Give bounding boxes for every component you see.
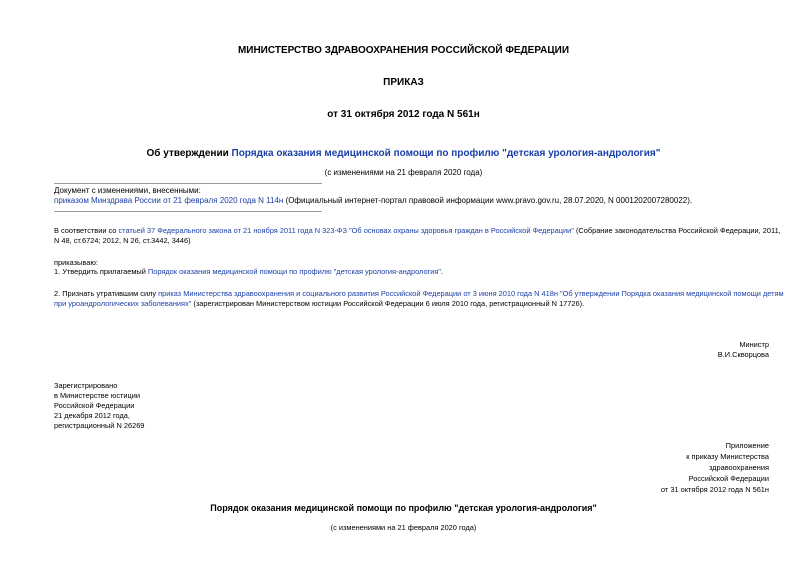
item-2-line-1 [54, 289, 784, 299]
item-1-post: . [441, 267, 444, 276]
title-amendments: (с изменениями на 21 февраля 2020 года) [324, 168, 483, 177]
registration-line: Зарегистрировано [54, 381, 118, 390]
item-1-pre: 1. Утвердить прилагаемый [54, 267, 148, 276]
title-procedure-link[interactable]: Порядка оказания медицинской помощи по профилю "детская урология-андрология" [231, 148, 661, 159]
basis-law-link[interactable]: статьей 37 Федерального закона от 21 ноября 2011 года N 323-ФЗ "Об основах охраны здоровья граждан в Российской Федерации" [118, 226, 574, 235]
changes-top-rule [54, 183, 322, 184]
order-date: от 31 октября 2012 года N 561н [327, 109, 480, 120]
item-2-order-link[interactable]: приказ Министерства здравоохранения и социального развития Российской Федерации от 3 июня 2010 года N 418н "Об утверждении Порядка оказания медицинской помощи детям [158, 289, 784, 298]
registration-line: 21 декабря 2012 года, [54, 411, 130, 420]
basis-line-2: N 48, ст.6724; 2012, N 26, ст.3442, 3446) [54, 236, 191, 245]
registration-line: в Министерстве юстиции [54, 391, 141, 400]
changes-bottom-rule [54, 211, 322, 212]
item-1-procedure-link[interactable]: Порядок оказания медицинской помощи по профилю "детская урология-андрология" [147, 267, 442, 276]
basis-line-1 [54, 226, 781, 236]
ministry-name: МИНИСТЕРСТВО ЗДРАВООХРАНЕНИЯ РОССИЙСКОЙ ФЕДЕРАЦИИ [237, 45, 570, 56]
item-2-order-link-cont[interactable]: при уроандрологических заболеваниях" [54, 299, 192, 308]
procedure-amendments: (с изменениями на 21 февраля 2020 года) [330, 523, 477, 532]
registration-line: Российской Федерации [54, 401, 135, 410]
item-2-line-2 [54, 299, 584, 309]
document-title [0, 148, 807, 159]
procedure-title: Порядок оказания медицинской помощи по профилю "детская урология-андрология" [210, 503, 597, 513]
appendix-line: Российской Федерации [688, 474, 769, 483]
basis-tail: (Собрание законодательства Российской Федерации, 2011, [573, 226, 781, 235]
item-2-post: (зарегистрирован Министерством юстиции Российской Федерации 6 июля 2010 года, регистрационный N 17726). [191, 299, 585, 308]
basis-pre: В соответствии со [54, 226, 119, 235]
title-prefix: Об утверждении [146, 148, 232, 159]
signature-name: В.И.Скворцова [717, 350, 769, 359]
item-1 [54, 267, 443, 277]
appendix-line: здравоохранения [708, 463, 769, 472]
changes-order-link[interactable]: приказом Минздрава России от 21 февраля 2020 года N 114н [54, 196, 284, 205]
changes-line [54, 196, 692, 206]
appendix-line: к приказу Министерства [686, 452, 769, 461]
appendix-line: от 31 октября 2012 года N 561н [660, 485, 769, 494]
signature-position: Министр [739, 340, 769, 349]
item-2-pre: 2. Признать утратившим силу [54, 289, 159, 298]
appendix-line: Приложение [725, 441, 769, 450]
order-heading: ПРИКАЗ [383, 77, 424, 88]
changes-intro: Документ с изменениями, внесенными: [54, 186, 201, 195]
registration-line: регистрационный N 26269 [54, 421, 145, 430]
changes-source: (Официальный интернет-портал правовой информации www.pravo.gov.ru, 28.07.2020, N 0001202007280022). [283, 196, 693, 205]
order-word: приказываю: [54, 258, 98, 267]
